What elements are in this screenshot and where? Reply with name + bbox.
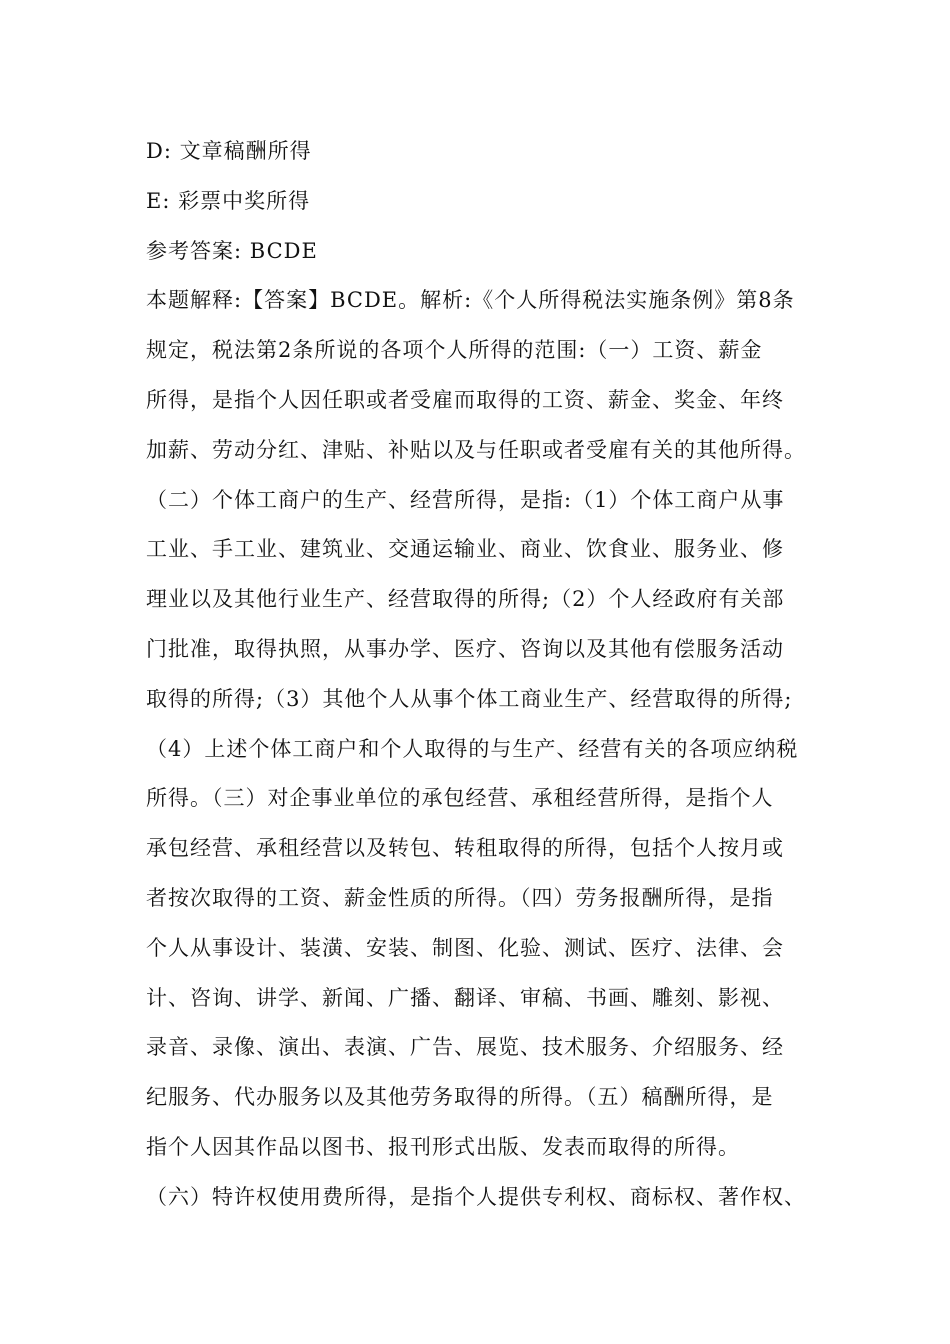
document-body — [146, 133, 826, 1229]
explanation-line: 所得。（三）对企事业单位的承包经营、承租经营所得，是指个人 — [146, 786, 774, 811]
explanation-line: 纪服务、代办服务以及其他劳务取得的所得。（五）稿酬所得，是 — [146, 1085, 774, 1110]
explanation-line: 指个人因其作品以图书、报刊形式出版、发表而取得的所得。 — [146, 1134, 740, 1159]
explanation-line: 承包经营、承租经营以及转包、转租取得的所得，包括个人按月或 — [146, 836, 784, 861]
explanation-line: 计、咨询、讲学、新闻、广播、翻译、审稿、书画、雕刻、影视、 — [146, 985, 784, 1010]
explanation-line: （二）个体工商户的生产、经营所得，是指:（1）个体工商户从事 — [146, 487, 785, 512]
explanation-line: 个人从事设计、装潢、安装、制图、化验、测试、医疗、法律、会 — [146, 935, 784, 960]
option-e: E: 彩票中奖所得 — [146, 188, 311, 213]
explanation-line: 者按次取得的工资、薪金性质的所得。（四）劳务报酬所得，是指 — [146, 885, 774, 910]
explanation-line: （六）特许权使用费所得，是指个人提供专利权、商标权、著作权、 — [146, 1184, 806, 1209]
explanation-line: 所得，是指个人因任职或者受雇而取得的工资、薪金、奖金、年终 — [146, 387, 784, 412]
explanation-line: 规定，税法第2条所说的各项个人所得的范围:（一）工资、薪金 — [146, 338, 763, 363]
explanation-line: 本题解释:【答案】BCDE。解析:《个人所得税法实施条例》第8条 — [146, 288, 795, 313]
explanation-line: 工业、手工业、建筑业、交通运输业、商业、饮食业、服务业、修 — [146, 537, 784, 562]
explanation-line: 加薪、劳动分红、津贴、补贴以及与任职或者受雇有关的其他所得。 — [146, 437, 806, 462]
explanation-line: （4）上述个体工商户和个人取得的与生产、经营有关的各项应纳税 — [146, 736, 799, 761]
explanation-line: 门批准，取得执照，从事办学、医疗、咨询以及其他有偿服务活动 — [146, 636, 784, 661]
explanation-line: 取得的所得;（3）其他个人从事个体工商业生产、经营取得的所得; — [146, 686, 793, 711]
option-d: D: 文章稿酬所得 — [146, 139, 312, 163]
reference-answer: 参考答案: BCDE — [146, 238, 318, 263]
explanation-line: 录音、录像、演出、表演、广告、展览、技术服务、介绍服务、经 — [146, 1035, 784, 1060]
explanation-line: 理业以及其他行业生产、经营取得的所得;（2）个人经政府有关部 — [146, 587, 785, 612]
